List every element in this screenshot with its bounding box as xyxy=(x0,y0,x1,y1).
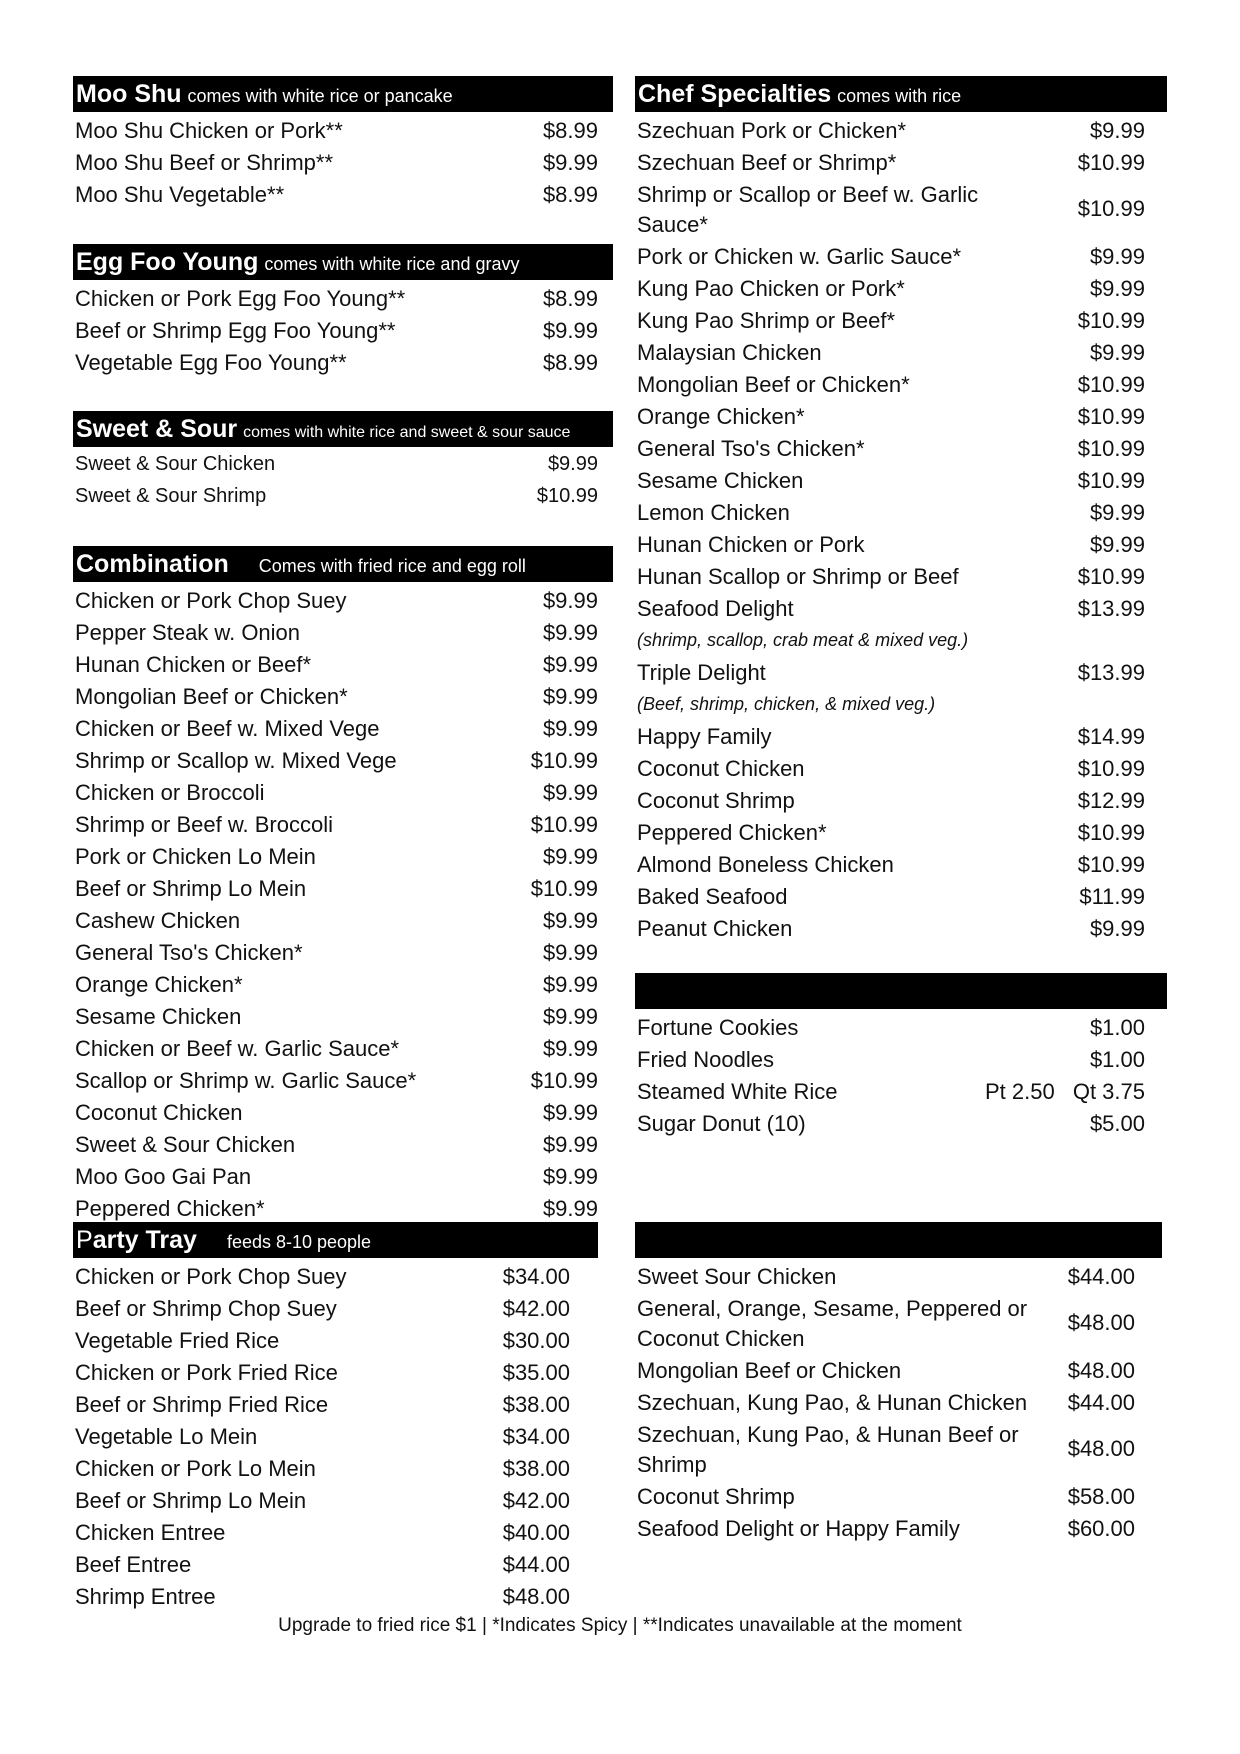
item-name: Moo Shu Beef or Shrimp** xyxy=(75,150,334,175)
section-subtitle: comes with rice xyxy=(837,86,962,106)
item-name: Coconut Shrimp xyxy=(637,1484,795,1509)
item-name: Chicken or Broccoli xyxy=(75,780,265,805)
item-price: $10.99 xyxy=(1077,564,1145,589)
item-name: Shrimp or Scallop w. Mixed Vege xyxy=(75,748,397,773)
item-price: $42.00 xyxy=(502,1296,570,1321)
item-name-cont: Coconut Chicken xyxy=(637,1326,805,1351)
item-price: $1.00 xyxy=(1089,1015,1145,1040)
item-price: $38.00 xyxy=(502,1392,570,1417)
item-price: $11.99 xyxy=(1079,884,1145,909)
section-title: Combination xyxy=(76,550,229,578)
item-name: Triple Delight xyxy=(637,660,766,685)
item-name: Mongolian Beef or Chicken xyxy=(637,1358,902,1383)
item-name: Baked Seafood xyxy=(637,884,788,909)
item-name: Chicken or Beef w. Garlic Sauce* xyxy=(75,1036,400,1061)
item-name: Chicken or Pork Fried Rice xyxy=(75,1360,338,1385)
item-price: $9.99 xyxy=(542,620,598,645)
item-name: Shrimp or Scallop or Beef w. Garlic xyxy=(637,182,979,207)
item-name: Shrimp Entree xyxy=(75,1584,216,1609)
item-name: Vegetable Lo Mein xyxy=(75,1424,258,1449)
item-price: $9.99 xyxy=(542,684,598,709)
combination-header xyxy=(73,546,613,582)
item-price: $9.99 xyxy=(1089,532,1145,557)
item-name: Sweet Sour Chicken xyxy=(637,1264,837,1289)
item-name: Seafood Delight xyxy=(637,596,794,621)
item-name: Moo Goo Gai Pan xyxy=(75,1164,252,1189)
item-name: Fortune Cookies xyxy=(637,1015,799,1040)
section-title: Egg Foo Young xyxy=(76,248,259,276)
item-name: Beef or Shrimp Chop Suey xyxy=(75,1296,337,1321)
item-name: Vegetable Egg Foo Young** xyxy=(75,350,347,375)
section-title: Chef Specialties xyxy=(638,80,832,108)
item-name: Beef or Shrimp Fried Rice xyxy=(75,1392,329,1417)
item-price: $9.99 xyxy=(542,652,598,677)
item-price: $9.99 xyxy=(1089,340,1145,365)
item-price: $13.99 xyxy=(1077,660,1145,685)
item-price: $48.00 xyxy=(1067,1310,1135,1335)
item-name: Sugar Donut (10) xyxy=(637,1111,806,1136)
item-pint-price: Pt 2.50 xyxy=(985,1079,1055,1104)
item-name: Chicken or Pork Chop Suey xyxy=(75,588,347,613)
item-name: Coconut Chicken xyxy=(637,756,805,781)
item-price: $10.99 xyxy=(530,876,598,901)
item-name: Malaysian Chicken xyxy=(637,340,822,365)
item-price: $10.99 xyxy=(530,1068,598,1093)
item-price: $48.00 xyxy=(502,1584,570,1609)
item-name: Sesame Chicken xyxy=(637,468,804,493)
item-name: Shrimp or Beef w. Broccoli xyxy=(75,812,333,837)
item-price: $10.99 xyxy=(1077,404,1145,429)
section-title: Moo Shu xyxy=(76,80,182,108)
item-price: $8.99 xyxy=(542,350,598,375)
item-price: $9.99 xyxy=(542,1196,598,1221)
item-price: $10.99 xyxy=(1077,468,1145,493)
chef-specialties-header xyxy=(635,76,1167,112)
item-name: Moo Shu Vegetable** xyxy=(75,182,285,207)
item-price: $8.99 xyxy=(542,118,598,143)
item-price: $48.00 xyxy=(1067,1436,1135,1461)
item-price: $9.99 xyxy=(1089,244,1145,269)
item-price: $9.99 xyxy=(542,1004,598,1029)
item-price: $9.99 xyxy=(542,844,598,869)
item-price: $10.99 xyxy=(1077,196,1145,221)
sides-header xyxy=(635,973,1167,1009)
section-subtitle: comes with white rice or pancake xyxy=(187,86,453,106)
party-specials-header xyxy=(635,1222,1162,1258)
item-name: Seafood Delight or Happy Family xyxy=(637,1516,960,1541)
section-subtitle: comes with white rice and gravy xyxy=(264,254,520,274)
item-price: $9.99 xyxy=(542,1036,598,1061)
item-name: Beef or Shrimp Lo Mein xyxy=(75,876,307,901)
item-name: Fried Noodles xyxy=(637,1047,774,1072)
item-price: Qt 3.75 xyxy=(1072,1079,1145,1104)
footer-note: Upgrade to fried rice $1 | *Indicates Spicy | **Indicates unavailable at the moment xyxy=(278,1615,962,1636)
item-price: $8.99 xyxy=(542,286,598,311)
item-name: Kung Pao Chicken or Pork* xyxy=(637,276,905,301)
sweet-sour-header xyxy=(73,411,613,447)
item-price: $9.99 xyxy=(1089,118,1145,143)
item-price: $14.99 xyxy=(1077,724,1145,749)
item-name: Beef Entree xyxy=(75,1552,192,1577)
item-name: Pepper Steak w. Onion xyxy=(75,620,301,645)
item-price: $10.99 xyxy=(530,812,598,837)
item-name: Sweet & Sour Chicken xyxy=(75,453,276,475)
item-price: $35.00 xyxy=(502,1360,570,1385)
item-price: $10.99 xyxy=(1077,372,1145,397)
item-name: Chicken or Beef w. Mixed Vege xyxy=(75,716,380,741)
item-name: Szechuan, Kung Pao, & Hunan Chicken xyxy=(637,1390,1028,1415)
item-price: $9.99 xyxy=(542,1164,598,1189)
item-name: Steamed White Rice xyxy=(637,1079,838,1104)
item-price: $9.99 xyxy=(1089,916,1145,941)
section-subtitle: comes with white rice and sweet & sour sauce xyxy=(243,424,571,441)
item-price: $9.99 xyxy=(542,1132,598,1157)
item-name: Coconut Shrimp xyxy=(637,788,795,813)
item-price: $60.00 xyxy=(1067,1516,1135,1541)
section-title-first: P xyxy=(76,1226,93,1254)
item-price: $12.99 xyxy=(1077,788,1145,813)
item-price: $9.99 xyxy=(542,318,598,343)
item-name: Hunan Chicken or Pork xyxy=(637,532,865,557)
item-price: $9.99 xyxy=(1089,276,1145,301)
item-name: Happy Family xyxy=(637,724,772,749)
item-name: General, Orange, Sesame, Peppered or xyxy=(637,1296,1028,1321)
item-price: $9.99 xyxy=(542,716,598,741)
item-name: Szechuan Pork or Chicken* xyxy=(637,118,907,143)
item-name: Cashew Chicken xyxy=(75,908,241,933)
item-price: $10.99 xyxy=(1077,308,1145,333)
item-name: Mongolian Beef or Chicken* xyxy=(75,684,348,709)
item-price: $10.99 xyxy=(1077,756,1145,781)
item-price: $58.00 xyxy=(1067,1484,1135,1509)
item-price: $9.99 xyxy=(542,588,598,613)
item-name: Chicken or Pork Chop Suey xyxy=(75,1264,347,1289)
item-name: Vegetable Fried Rice xyxy=(75,1328,280,1353)
item-price: $9.99 xyxy=(547,453,598,475)
item-price: $10.99 xyxy=(530,748,598,773)
item-name: Peanut Chicken xyxy=(637,916,793,941)
item-price: $9.99 xyxy=(542,908,598,933)
item-price: $9.99 xyxy=(542,940,598,965)
item-name: Peppered Chicken* xyxy=(637,820,827,845)
item-price: $1.00 xyxy=(1089,1047,1145,1072)
item-name: Scallop or Shrimp w. Garlic Sauce* xyxy=(75,1068,417,1093)
item-price: $9.99 xyxy=(542,150,598,175)
item-price: $13.99 xyxy=(1077,596,1145,621)
item-price: $9.99 xyxy=(542,1100,598,1125)
party-tray-header xyxy=(73,1222,598,1258)
moo-shu-header xyxy=(73,76,613,112)
item-price: $34.00 xyxy=(502,1424,570,1449)
item-name-cont: Shrimp xyxy=(637,1452,707,1477)
item-name: Beef or Shrimp Egg Foo Young** xyxy=(75,318,396,343)
item-price: $10.99 xyxy=(1077,150,1145,175)
item-name: Sweet & Sour Shrimp xyxy=(75,485,267,507)
section-subtitle: Comes with fried rice and egg roll xyxy=(258,556,526,576)
item-name: Sweet & Sour Chicken xyxy=(75,1132,296,1157)
item-price: $9.99 xyxy=(542,972,598,997)
item-name: Lemon Chicken xyxy=(637,500,790,525)
item-price: $48.00 xyxy=(1067,1358,1135,1383)
item-name: Beef or Shrimp Lo Mein xyxy=(75,1488,307,1513)
section-title: Sweet & Sour xyxy=(76,415,238,443)
item-price: $10.99 xyxy=(1077,820,1145,845)
section-title: arty Tray xyxy=(92,1226,197,1254)
item-name: Almond Boneless Chicken xyxy=(637,852,894,877)
item-name: Szechuan, Kung Pao, & Hunan Beef or xyxy=(637,1422,1019,1447)
item-price: $10.99 xyxy=(536,485,598,507)
item-price: $9.99 xyxy=(542,780,598,805)
item-name: Sesame Chicken xyxy=(75,1004,242,1029)
item-name: Pork or Chicken Lo Mein xyxy=(75,844,316,869)
item-price: $44.00 xyxy=(502,1552,570,1577)
item-note: (shrimp, scallop, crab meat & mixed veg.) xyxy=(637,630,969,650)
item-name: Mongolian Beef or Chicken* xyxy=(637,372,910,397)
item-name: Hunan Chicken or Beef* xyxy=(75,652,312,677)
item-price: $8.99 xyxy=(542,182,598,207)
item-name: General Tso's Chicken* xyxy=(75,940,303,965)
item-price: $34.00 xyxy=(502,1264,570,1289)
item-price: $44.00 xyxy=(1067,1264,1135,1289)
item-name: Kung Pao Shrimp or Beef* xyxy=(637,308,896,333)
item-name: Peppered Chicken* xyxy=(75,1196,265,1221)
item-price: $38.00 xyxy=(502,1456,570,1481)
item-price: $44.00 xyxy=(1067,1390,1135,1415)
item-name: Moo Shu Chicken or Pork** xyxy=(75,118,343,143)
item-price: $5.00 xyxy=(1089,1111,1145,1136)
item-price: $10.99 xyxy=(1077,436,1145,461)
egg-foo-young-header xyxy=(73,244,613,280)
item-price: $30.00 xyxy=(502,1328,570,1353)
item-name: Orange Chicken* xyxy=(75,972,243,997)
item-name: Hunan Scallop or Shrimp or Beef xyxy=(637,564,959,589)
item-name: Pork or Chicken w. Garlic Sauce* xyxy=(637,244,962,269)
item-price: $10.99 xyxy=(1077,852,1145,877)
item-name: Orange Chicken* xyxy=(637,404,805,429)
item-name: Chicken Entree xyxy=(75,1520,226,1545)
item-price: $40.00 xyxy=(502,1520,570,1545)
item-price: $9.99 xyxy=(1089,500,1145,525)
item-name: Chicken or Pork Egg Foo Young** xyxy=(75,286,406,311)
item-price: $42.00 xyxy=(502,1488,570,1513)
item-name: Coconut Chicken xyxy=(75,1100,243,1125)
section-subtitle: feeds 8-10 people xyxy=(226,1232,372,1252)
item-name: Szechuan Beef or Shrimp* xyxy=(637,150,897,175)
item-name: General Tso's Chicken* xyxy=(637,436,865,461)
item-note: (Beef, shrimp, chicken, & mixed veg.) xyxy=(637,694,936,714)
item-name-cont: Sauce* xyxy=(637,212,708,237)
item-name: Chicken or Pork Lo Mein xyxy=(75,1456,316,1481)
